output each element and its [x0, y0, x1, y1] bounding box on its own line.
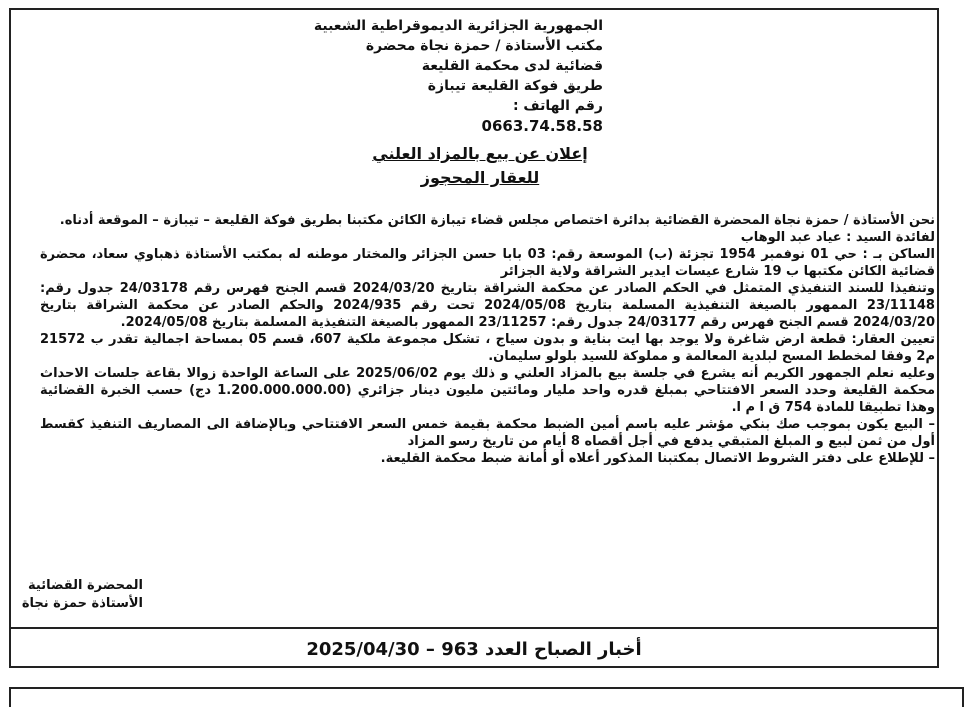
- notice-title: [330, 142, 630, 190]
- paragraph-conditions: – للإطلاع على دفتر الشروط الاتصال بمكتبنا المذكور أعلاه أو أمانة ضبط محكمة القليعة.: [380, 451, 935, 466]
- paragraph-residence: الساكن بـ : حي 01 نوفمبر 1954 تجزئة (ب) الموسعة رقم: 03 بابا حسن الجزائر والمختار موطنه له بمكتب الأستاذة ذهباوي سعاد، محضرة قضائية الكائن مكتبها ب 19 شارع عيسات ايدير الشراقة ولاية الجزائر: [40, 247, 935, 279]
- phone-row: [303, 96, 603, 116]
- notice-title-line2: للعقار المحجوز: [420, 168, 540, 187]
- paragraph-beneficiary: لفائدة السيد : عياد عبد الوهاب: [740, 230, 935, 245]
- phone-number-row: [303, 116, 603, 137]
- notice-title-line1: إعلان عن بيع بالمزاد العلني: [372, 144, 588, 163]
- court-name: قضائية لدى محكمة القليعة: [421, 58, 603, 74]
- paragraph-payment: – البيع يكون بموجب صك بنكي مؤشر عليه باسم أمين الضبط محكمة بقيمة خمس السعر الافتتاحي وبالإضافة الى المصاريف التنفيذ كقسط أول من ثمن لبيع و المبلغ المتبقي يدفع في أجل أقصاه 8 أيام من تاريخ رسو المزاد: [40, 417, 935, 449]
- signature-name: الأستاذة حمزة نجاة: [21, 596, 143, 611]
- phone-label: رقم الهاتف :: [512, 98, 603, 114]
- office-header: [303, 16, 603, 137]
- paragraph-auction: وعليه نعلم الجمهور الكريم أنه يشرع في جلسة بيع بالمزاد العلني و ذلك يوم 2025/06/02 على الساعة الواحدة زوالا بقاعة جلسات الاحداث محكمة القليعة وحدد السعر الافتتاحي بمبلغ قدره واحد مليار ومائتين مليون دينار جزائري (1.200.000.000.00 دج) حسب الخبرة القضائية وهذا تطبيقا للمادة 754 ق ا م ا.: [40, 366, 936, 415]
- signature: [13, 577, 143, 613]
- newspaper-footer: أخبار الصباح العدد 963 – 2025/04/30: [9, 627, 939, 668]
- paragraph-intro: نحن الأستاذة / حمزة نجاة المحضرة القضائية بدائرة اختصاص مجلس قضاء تيبازة الكائن مكتبنا بطريق فوكة القليعة – تيبازة – الموقعة أدناه.: [59, 213, 935, 228]
- office-name: مكتب الأستاذة / حمزة نجاة محضرة: [365, 38, 603, 54]
- office-address: طريق فوكة القليعة تيبازة: [427, 78, 603, 94]
- signature-title: المحضرة القضائية: [28, 578, 143, 593]
- next-notice-border: [9, 687, 964, 707]
- paragraph-property: تعيين العقار: قطعة ارض شاغرة ولا يوجد بها ايت بناية و بدون سياج ، تشكل مجموعة ملكية 607، قسم 05 بمساحة اجمالية تقدر ب 21572 م2 وفقا لمخطط المسح لبلدية المعالمة و مملوكة للسيد بلولو سليمان.: [40, 332, 935, 364]
- paragraph-enforcement: وتنفيذا للسند التنفيذي المتمثل في الحكم الصادر عن محكمة الشراقة بتاريخ 2024/03/20 قسم الجنح فهرس رقم 24/03178 جدول رقم: 23/11148 الممهور بالصيغة التنفيذية المسلمة بتاريخ 2024/05/08 تحت رقم 2024/935 والحكم الصادر عن محكمة الشراقة بتاريخ 2024/03/20 قسم الجنح فهرس رقم 24/03177 جدول رقم: 23/11257 الممهور بالصيغة التنفيذية المسلمة بتاريخ 2024/05/08.: [40, 281, 935, 330]
- phone-number: 0663.74.58.58: [481, 117, 603, 135]
- notice-body: [40, 212, 935, 467]
- republic-name: الجمهورية الجزائرية الديموقراطية الشعبية: [313, 18, 603, 34]
